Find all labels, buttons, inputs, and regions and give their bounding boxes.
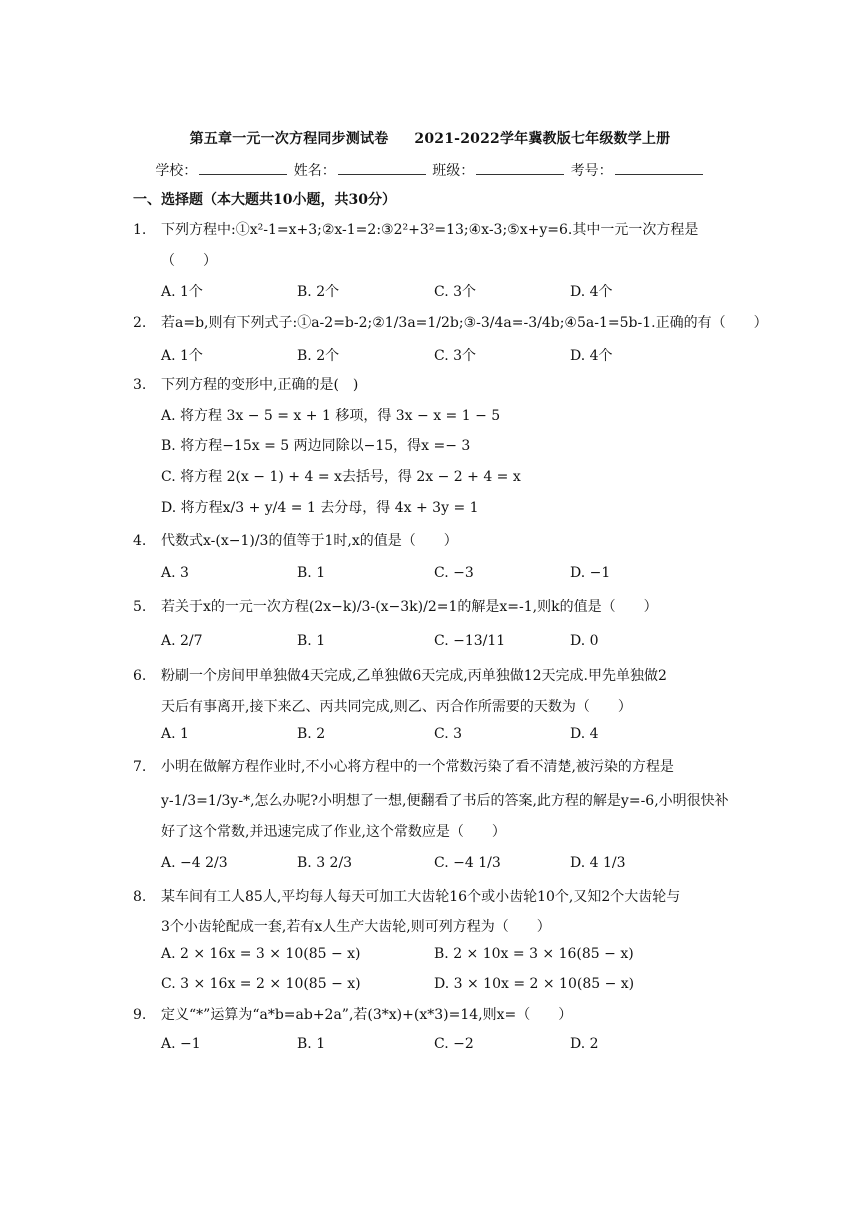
class-blank[interactable] <box>476 162 564 175</box>
question-number: 3. <box>133 377 147 393</box>
option-a[interactable]: A. −1 <box>161 1036 201 1052</box>
name-label: 姓名： <box>293 163 336 179</box>
question-number: 9. <box>133 1007 147 1023</box>
name-blank[interactable] <box>338 162 426 175</box>
question-stem: 粉刷一个房间甲单独做4天完成,乙单独做6天完成,丙单独做12天完成.甲先单独做2 <box>161 668 667 684</box>
option-c[interactable]: C. −4 1/3 <box>434 855 501 871</box>
school-blank[interactable] <box>199 162 287 175</box>
question-number: 5. <box>133 599 147 615</box>
option-d[interactable]: D. 4 1/3 <box>570 855 626 871</box>
option-c[interactable]: C. 将方程 2(x − 1) + 4 = x去括号，得 2x − 2 + 4 = x <box>161 469 521 485</box>
option-d[interactable]: D. 0 <box>570 633 599 649</box>
option-c[interactable]: C. −2 <box>434 1036 474 1052</box>
option-b[interactable]: B. 1 <box>297 565 326 581</box>
title-left: 第五章一元一次方程同步测试卷 <box>189 131 389 147</box>
option-d[interactable]: D. 2 <box>570 1036 599 1052</box>
option-a[interactable]: A. −4 2/3 <box>161 855 228 871</box>
option-b[interactable]: B. 1 <box>297 633 326 649</box>
question-stem-cont: 天后有事离开,接下来乙、丙共同完成,则乙、丙合作所需要的天数为（ ） <box>161 699 632 715</box>
option-d[interactable]: D. 4个 <box>570 284 613 300</box>
option-c[interactable]: C. 3 × 16x = 2 × 10(85 − x) <box>161 976 361 992</box>
option-b[interactable]: B. 2个 <box>297 284 340 300</box>
option-a[interactable]: A. 将方程 3x − 5 = x + 1 移项，得 3x − x = 1 − 5 <box>161 408 501 424</box>
exam-number-blank[interactable] <box>615 162 703 175</box>
option-b[interactable]: B. 2个 <box>297 348 340 364</box>
question-number: 8. <box>133 889 147 905</box>
class-label: 班级： <box>432 163 475 179</box>
question-number: 1. <box>133 222 147 238</box>
exam-title <box>0 128 860 148</box>
option-a[interactable]: A. 1 <box>161 726 189 742</box>
question-stem: 某车间有工人85人,平均每人每天可加工大齿轮16个或小齿轮10个,又知2个大齿轮与 <box>161 889 681 905</box>
option-b[interactable]: B. 将方程−15x = 5 两边同除以−15，得x =− 3 <box>161 438 471 454</box>
question-number: 7. <box>133 759 147 775</box>
option-d[interactable]: D. 3 × 10x = 2 × 10(85 − x) <box>434 976 635 992</box>
option-d[interactable]: D. −1 <box>570 565 611 581</box>
exam-number-label: 考号： <box>570 163 613 179</box>
title-right: 2021-2022学年冀教版七年级数学上册 <box>414 131 671 147</box>
question-number: 4. <box>133 533 147 549</box>
section-heading: 一、选择题（本大题共10小题，共30分） <box>133 192 396 208</box>
question-stem-cont: 好了这个常数,并迅速完成了作业,这个常数应是（ ） <box>161 824 506 840</box>
option-c[interactable]: C. 3个 <box>434 284 477 300</box>
question-stem: 小明在做解方程作业时,不小心将方程中的一个常数污染了看不清楚,被污染的方程是 <box>161 759 674 775</box>
option-c[interactable]: C. 3 <box>434 726 463 742</box>
option-d[interactable]: D. 将方程x/3 + y/4 = 1 去分母，得 4x + 3y = 1 <box>161 500 479 516</box>
option-b[interactable]: B. 2 <box>297 726 326 742</box>
question-stem: 若a=b,则有下列式子:①a-2=b-2;②1/3a=1/2b;③-3/4a=-3/4b;④5a-1=5b-1.正确的有（ ） <box>161 315 768 331</box>
question-number: 2. <box>133 315 147 331</box>
option-c[interactable]: C. 3个 <box>434 348 477 364</box>
student-info-line <box>0 160 860 180</box>
option-b[interactable]: B. 3 2/3 <box>297 855 353 871</box>
school-label: 学校： <box>155 163 198 179</box>
question-stem: 下列方程中:①x²-1=x+3;②x-1=2:③2²+3²=13;④x-3;⑤x+y=6.其中一元一次方程是 <box>161 222 699 238</box>
option-b[interactable]: B. 1 <box>297 1036 326 1052</box>
option-b[interactable]: B. 2 × 10x = 3 × 16(85 − x) <box>434 946 634 962</box>
option-d[interactable]: D. 4个 <box>570 348 613 364</box>
option-d[interactable]: D. 4 <box>570 726 599 742</box>
question-stem-cont: y-1/3=1/3y-*,怎么办呢?小明想了一想,便翻看了书后的答案,此方程的解是y=-6,小明很快补 <box>161 793 729 809</box>
question-stem-cont: 3个小齿轮配成一套,若有x人生产大齿轮,则可列方程为（ ） <box>161 919 551 935</box>
question-number: 6. <box>133 668 147 684</box>
option-a[interactable]: A. 2/7 <box>161 633 203 649</box>
option-a[interactable]: A. 2 × 16x = 3 × 10(85 − x) <box>161 946 361 962</box>
option-c[interactable]: C. −13/11 <box>434 633 506 649</box>
option-a[interactable]: A. 1个 <box>161 348 203 364</box>
option-a[interactable]: A. 3 <box>161 565 189 581</box>
question-stem: 代数式x-(x−1)/3的值等于1时,x的值是（ ） <box>161 533 458 549</box>
question-stem: 若关于x的一元一次方程(2x−k)/3-(x−3k)/2=1的解是x=-1,则k的值是（ ） <box>161 599 658 615</box>
question-stem: 定义“*”运算为“a*b=ab+2a”,若(3*x)+(x*3)=14,则x=（ ） <box>161 1007 573 1023</box>
option-a[interactable]: A. 1个 <box>161 284 203 300</box>
question-stem: 下列方程的变形中,正确的是( ) <box>161 377 359 393</box>
question-stem-cont: （ ） <box>161 253 217 269</box>
option-c[interactable]: C. −3 <box>434 565 474 581</box>
